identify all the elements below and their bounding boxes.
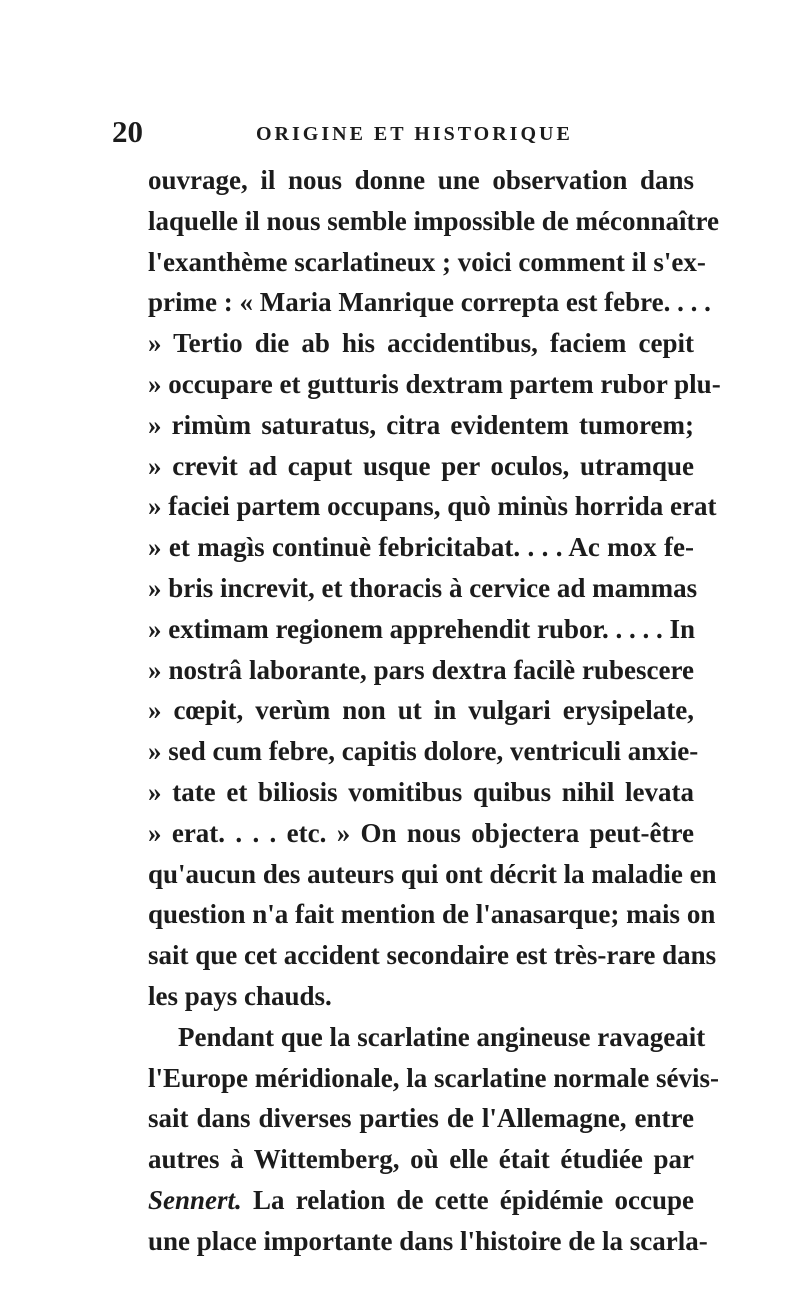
text-line: sait dans diverses parties de l'Allemagne, entre (148, 1103, 694, 1134)
text-line: les pays chauds. (148, 980, 332, 1011)
text-line: une place importante dans l'histoire de la scarla- (148, 1225, 708, 1256)
text-line: laquelle il nous semble impossible de méconnaître (148, 205, 720, 236)
text-line: » sed cum febre, capitis dolore, ventriculi anxie- (148, 736, 699, 767)
text-line: » bris increvit, et thoracis à cervice ad mammas (148, 572, 698, 603)
text-line: » tate et biliosis vomitibus quibus nihil levata (148, 776, 694, 807)
text-span: La relation de cette épidémie occupe (241, 1184, 694, 1215)
text-line: ouvrage, il nous donne une observation dans (148, 165, 694, 195)
text-line: » nostrâ laborante, pars dextra facilè rubescere (148, 654, 694, 685)
page-header (112, 112, 712, 152)
text-line: l'Europe méridionale, la scarlatine normale sévis- (148, 1062, 719, 1093)
text-line: » cœpit, verùm non ut in vulgari erysipelate, (148, 695, 694, 726)
text-line (148, 1180, 694, 1221)
text-line: » occupare et gutturis dextram partem rubor plu- (148, 368, 721, 399)
author-name-italic: Sennert. (148, 1184, 242, 1215)
paragraph-start-line: Pendant que la scarlatine angineuse ravageait (178, 1021, 706, 1052)
text-line: » erat. . . . etc. » On nous objectera peut-être (148, 817, 694, 848)
text-line: » faciei partem occupans, quò minùs horrida erat (148, 491, 717, 522)
text-line: » Tertio die ab his accidentibus, faciem cepit (148, 328, 694, 359)
text-line: » rimùm saturatus, citra evidentem tumorem; (148, 409, 694, 440)
text-line: l'exanthème scarlatineux ; voici comment il s'ex- (148, 246, 706, 277)
text-line: prime : « Maria Manrique correpta est febre. . . . (148, 287, 711, 318)
running-title: ORIGINE ET HISTORIQUE (256, 123, 573, 145)
text-line: qu'aucun des auteurs qui ont décrit la maladie en (148, 858, 717, 889)
text-line: » et magìs continuè febricitabat. . . . Ac mox fe- (148, 532, 694, 563)
text-line: question n'a fait mention de l'anasarque; mais on (148, 899, 716, 930)
text-line: » extimam regionem apprehendit rubor. . . . . In (148, 613, 696, 644)
text-line: » crevit ad caput usque per oculos, utramque (148, 450, 694, 481)
text-line: autres à Wittemberg, où elle était étudiée par (148, 1144, 694, 1175)
body-text (148, 160, 721, 1262)
page-number: 20 (112, 114, 143, 149)
text-line: sait que cet accident secondaire est très-rare dans (148, 940, 717, 971)
